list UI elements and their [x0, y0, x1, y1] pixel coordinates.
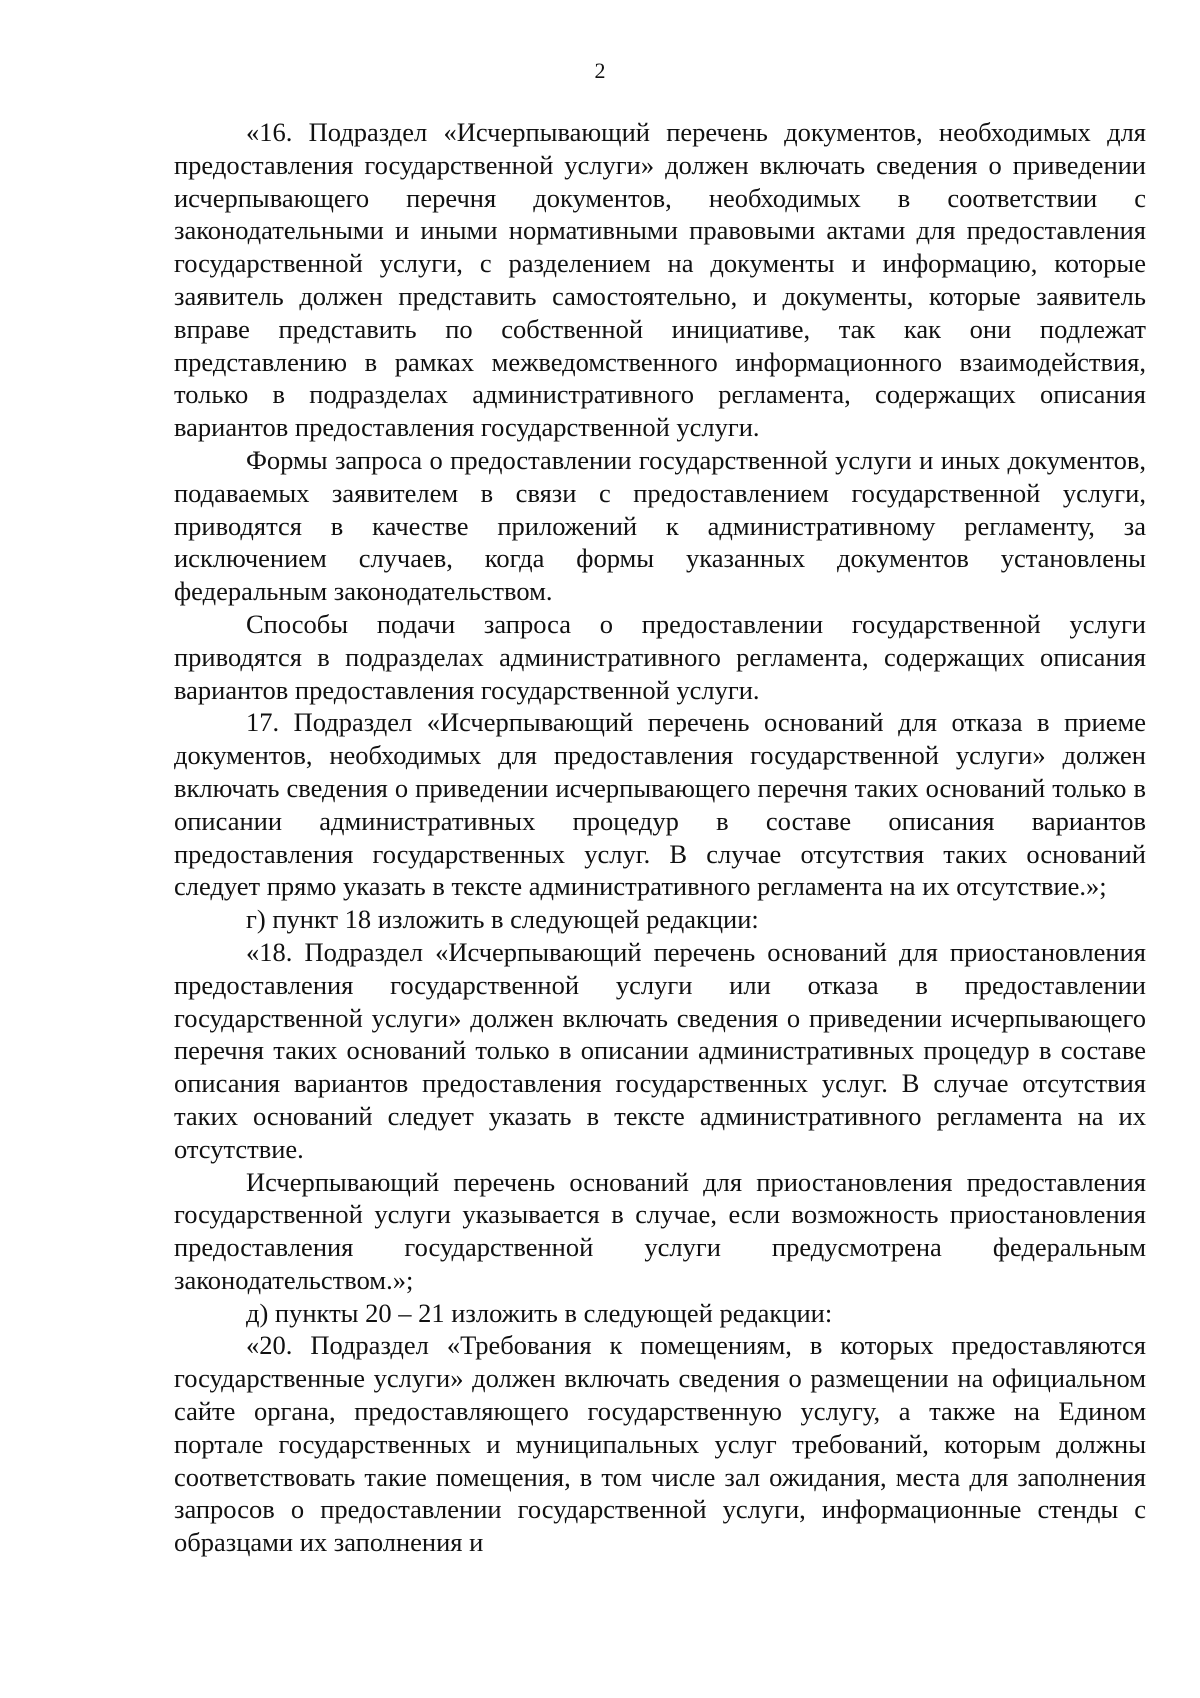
page-number: 2: [594, 58, 606, 83]
document-body: [174, 116, 1146, 1559]
paragraph-16: «16. Подраздел «Исчерпывающий перечень документов, необходимых для предоставления государственной услуги» должен включать сведения о приведении исчерпывающего перечня документов, необходимых в соответствии с законодательными и иными нормативными правовыми актами для предоставления государственной услуги, с разделением на документы и информацию, которые заявитель должен представить самостоятельно, и документы, которые заявитель вправе представить по собственной инициативе, так как они подлежат представлению в рамках межведомственного информационного взаимодействия, только в подразделах административного регламента, содержащих описания вариантов предоставления государственной услуги.: [174, 117, 1146, 443]
paragraph-18: «18. Подраздел «Исчерпывающий перечень оснований для приостановления предоставления государственной услуги или отказа в предоставлении государственной услуги» должен включать сведения о приведении исчерпывающего перечня таких оснований только в описании административных процедур в составе описания вариантов предоставления государственных услуг. В случае отсутствия таких оснований следует указать в тексте административного регламента на их отсутствие.: [174, 936, 1146, 1164]
paragraph-forms: Формы запроса о предоставлении государственной услуги и иных документов, подаваемых заявителем в связи с предоставлением государственной услуги, приводятся в качестве приложений к административному регламенту, за исключением случаев, когда формы указанных документов установлены федеральным законодательством.: [174, 444, 1146, 607]
paragraph-suspension-list: Исчерпывающий перечень оснований для приостановления предоставления государственной услуги указывается в случае, если возможность приостановления предоставления государственной услуги предусмотрена федеральным законодательством.»;: [174, 1166, 1146, 1295]
paragraph-20: «20. Подраздел «Требования к помещениям, в которых предоставляются государственные услуги» должен включать сведения о размещении на официальном сайте органа, предоставляющего государственную услугу, а также на Едином портале государственных и муниципальных услуг требований, которым должны соответствовать такие помещения, в том числе зал ожидания, места для заполнения запросов о предоставлении государственной услуги, информационные стенды с образцами их заполнения и: [174, 1330, 1146, 1558]
paragraph-methods: Способы подачи запроса о предоставлении государственной услуги приводятся в подразделах административного регламента, содержащих описания вариантов предоставления государственной услуги.: [174, 608, 1146, 705]
paragraph-item-g: г) пункт 18 изложить в следующей редакции:: [246, 904, 759, 935]
paragraph-item-d: д) пункты 20 – 21 изложить в следующей редакции:: [246, 1297, 833, 1328]
paragraph-17: 17. Подраздел «Исчерпывающий перечень оснований для отказа в приеме документов, необходимых для предоставления государственной услуги» должен включать сведения о приведении исчерпывающего перечня таких оснований только в описании административных процедур в составе описания вариантов предоставления государственных услуг. В случае отсутствия таких оснований следует прямо указать в тексте административного регламента на их отсутствие.»;: [174, 707, 1146, 902]
